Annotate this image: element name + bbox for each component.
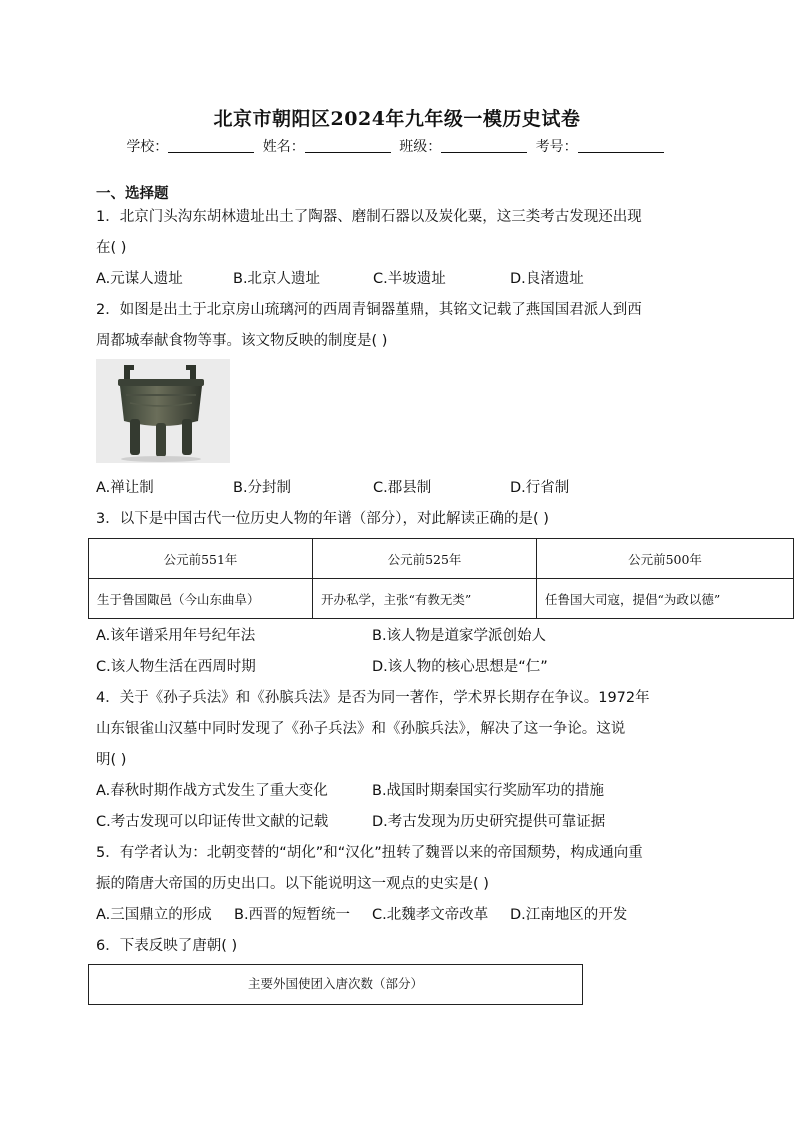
bronze-ding-photo [96, 359, 230, 463]
exam-number-label: 考号： [535, 139, 578, 155]
section-heading: 一、选择题 [96, 186, 169, 202]
exam-number-blank [578, 138, 664, 153]
q4-stem-line1: 4．关于《孙子兵法》和《孙膑兵法》是否为同一著作，学术界长期存在争议。1972年 [96, 690, 650, 706]
q3-option-b[interactable]: B.该人物是道家学派创始人 [372, 628, 547, 644]
class-label: 班级： [399, 139, 442, 155]
q5-option-b[interactable]: B.西晋的短暂统一 [234, 907, 351, 923]
student-info-row [0, 136, 794, 156]
table-header-cell: 公元前525年 [313, 539, 537, 579]
q4-option-b[interactable]: B.战国时期秦国实行奖励军功的措施 [372, 783, 605, 799]
name-blank [305, 138, 391, 153]
q2-option-a[interactable]: A.禅让制 [96, 480, 154, 496]
q4-option-d[interactable]: D.考古发现为历史研究提供可靠证据 [372, 814, 606, 830]
table-header-cell: 公元前551年 [89, 539, 313, 579]
q5-option-d[interactable]: D.江南地区的开发 [510, 907, 628, 923]
q3-stem-line1: 3．以下是中国古代一位历史人物的年谱（部分），对此解读正确的是( ) [96, 511, 549, 527]
q1-option-a[interactable]: A.元谋人遗址 [96, 271, 183, 287]
class-blank [441, 138, 527, 153]
q2-stem-line2: 周都城奉献食物等事。该文物反映的制度是( ) [96, 333, 388, 349]
school-label: 学校： [126, 139, 169, 155]
q3-option-d[interactable]: D.该人物的核心思想是“仁” [372, 659, 548, 675]
q5-option-a[interactable]: A.三国鼎立的形成 [96, 907, 212, 923]
q4-stem-line3: 明( ) [96, 752, 127, 768]
q2-option-d[interactable]: D.行省制 [510, 480, 570, 496]
q2-option-b[interactable]: B.分封制 [233, 480, 292, 496]
table-row [89, 579, 794, 619]
school-blank [168, 138, 254, 153]
q1-stem-line1: 1．北京门头沟东胡林遗址出土了陶器、磨制石器以及炭化粟，这三类考古发现还出现 [96, 209, 642, 225]
name-label: 姓名： [262, 139, 305, 155]
table-header-cell: 公元前500年 [537, 539, 794, 579]
exam-title: 北京市朝阳区2024年九年级一模历史试卷 [213, 108, 581, 130]
q3-chronology-table [88, 538, 794, 619]
table-cell: 生于鲁国陬邑（今山东曲阜） [89, 579, 313, 619]
q3-option-c[interactable]: C.该人物生活在西周时期 [96, 659, 256, 675]
q5-stem-line2: 振的隋唐大帝国的历史出口。以下能说明这一观点的史实是( ) [96, 876, 489, 892]
table-header-row [89, 539, 794, 579]
q1-stem-line2: 在( ) [96, 240, 127, 256]
q4-option-c[interactable]: C.考古发现可以印证传世文献的记载 [96, 814, 329, 830]
q1-option-b[interactable]: B.北京人遗址 [233, 271, 321, 287]
q1-option-d[interactable]: D.良渚遗址 [510, 271, 584, 287]
q5-stem-line1: 5．有学者认为：北朝变替的“胡化”和“汉化”扭转了魏晋以来的帝国颓势，构成通向重 [96, 845, 643, 861]
q2-stem-line1: 2．如图是出土于北京房山琉璃河的西周青铜器堇鼎，其铭文记载了燕国国君派人到西 [96, 302, 642, 318]
table-cell: 开办私学，主张“有教无类” [313, 579, 537, 619]
bronze-ding-illustration [96, 359, 230, 463]
q5-option-c[interactable]: C.北魏孝文帝改革 [372, 907, 489, 923]
q6-table-title-cell: 主要外国使团入唐次数（部分） [88, 964, 583, 1005]
q3-option-a[interactable]: A.该年谱采用年号纪年法 [96, 628, 256, 644]
q4-option-a[interactable]: A.春秋时期作战方式发生了重大变化 [96, 783, 328, 799]
q2-option-c[interactable]: C.郡县制 [373, 480, 432, 496]
q6-stem-line1: 6．下表反映了唐朝( ) [96, 938, 238, 954]
q1-option-c[interactable]: C.半坡遗址 [373, 271, 446, 287]
table-cell: 任鲁国大司寇，提倡“为政以德” [537, 579, 794, 619]
q4-stem-line2: 山东银雀山汉墓中同时发现了《孙子兵法》和《孙膑兵法》，解决了这一争论。这说 [96, 721, 626, 737]
